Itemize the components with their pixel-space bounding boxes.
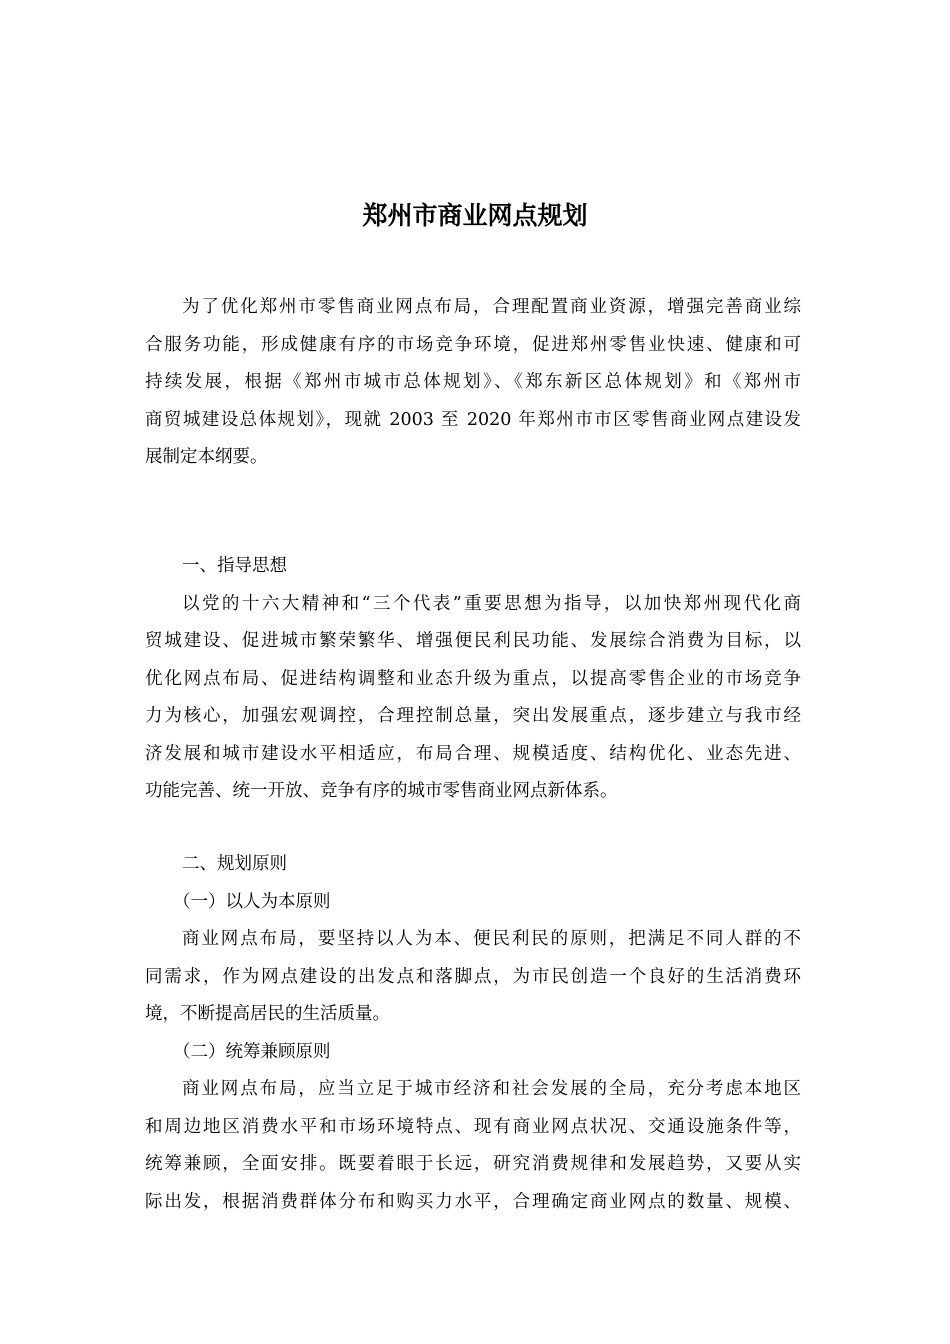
paragraph-line: 合服务功能，形成健康有序的市场竞争环境，促进郑州零售业快速、健康和可 bbox=[145, 334, 801, 355]
document-title: 郑州市商业网点规划 bbox=[362, 201, 588, 230]
paragraph-line: 商业网点布局，要坚持以人为本、便民利民的原则，把满足不同人群的不 bbox=[182, 929, 801, 949]
paragraph-line: 同需求，作为网点建设的出发点和落脚点，为市民创造一个良好的生活消费环 bbox=[145, 966, 801, 987]
intro-paragraph bbox=[145, 289, 801, 477]
paragraph-line: 贸城建设、促进城市繁荣繁华、增强便民利民功能、发展综合消费为目标，以 bbox=[145, 631, 801, 651]
paragraph-line: 境，不断提高居民的生活质量。 bbox=[145, 1004, 390, 1024]
paragraph-line: 持续发展，根据《郑州市城市总体规划》、《郑东新区总体规划》和《郑州市 bbox=[145, 372, 801, 392]
subsection-heading: （一）以人为本原则 bbox=[173, 891, 331, 912]
paragraph-line: 商业网点布局，应当立足于城市经济和社会发展的全局，充分考虑本地区 bbox=[182, 1079, 801, 1099]
section-heading: 一、指导思想 bbox=[182, 556, 287, 576]
section-planning-principles bbox=[145, 846, 801, 1221]
paragraph-line: 力为核心，加强宏观调控，合理控制总量，突出发展重点，逐步建立与我市经 bbox=[145, 706, 801, 726]
paragraph-line: 优化网点布局、促进结构调整和业态升级为重点，以提高零售企业的市场竞争 bbox=[145, 668, 801, 689]
paragraph-line: 展制定本纲要。 bbox=[145, 447, 268, 467]
subsection-heading: （二）统筹兼顾原则 bbox=[173, 1041, 331, 1062]
paragraph-line: 商贸城建设总体规划》，现就 2003 至 2020 年郑州市市区零售商业网点建设发 bbox=[145, 409, 801, 430]
section-heading: 二、规划原则 bbox=[182, 854, 287, 874]
paragraph-line: 功能完善、统一开放、竞争有序的城市零售商业网点新体系。 bbox=[145, 781, 618, 801]
paragraph-line: 际出发，根据消费群体分布和购买力水平，合理确定商业网点的数量、规模、 bbox=[145, 1191, 801, 1212]
paragraph-line: 以党的十六大精神和“三个代表”重要思想为指导，以加快郑州现代化商 bbox=[182, 593, 801, 614]
paragraph-line: 统筹兼顾，全面安排。既要着眼于长远，研究消费规律和发展趋势，又要从实 bbox=[145, 1154, 801, 1174]
paragraph-line: 为了优化郑州市零售商业网点布局，合理配置商业资源，增强完善商业综 bbox=[182, 297, 801, 317]
section-guiding-thought bbox=[145, 548, 801, 811]
paragraph-line: 和周边地区消费水平和市场环境特点、现有商业网点状况、交通设施条件等， bbox=[145, 1116, 801, 1137]
paragraph-line: 济发展和城市建设水平相适应，布局合理、规模适度、结构优化、业态先进、 bbox=[145, 743, 801, 764]
